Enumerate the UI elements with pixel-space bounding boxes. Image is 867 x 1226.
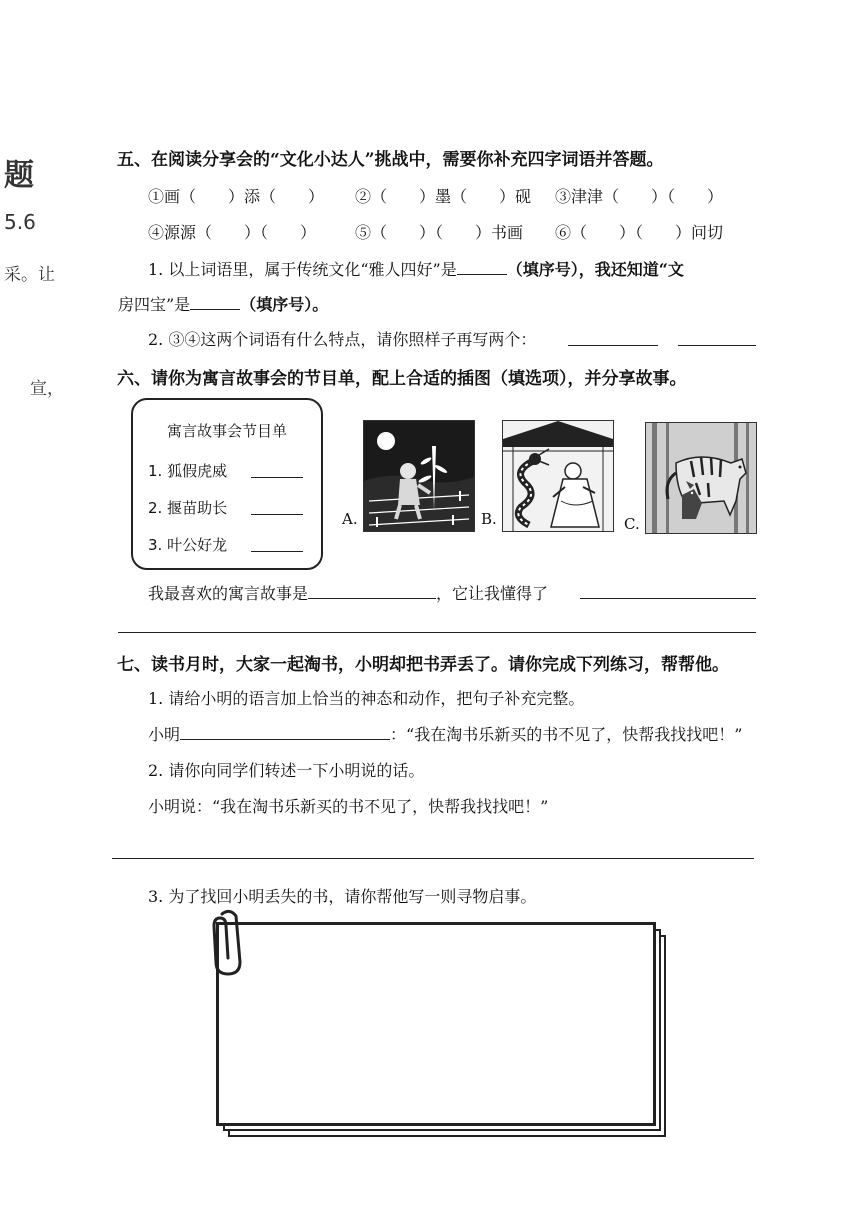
farmer-pulling-seedlings-picture [363,420,475,532]
idiom-item: ⑤（ ）（ ）书画 [355,223,524,242]
ye-gong-and-dragon-picture [502,420,614,532]
answer-line[interactable] [251,514,303,515]
section6-heading: 六、请你为寓言故事会的节目单，配上合适的插图（填选项），并分享故事。 [117,369,687,389]
idiom-item: ④源源（ ）（ ） [148,223,317,242]
answer-line[interactable] [118,632,756,633]
section7-question-3: 3. 为了找回小明丢失的书，请你帮他写一则寻物启事。 [148,887,537,906]
program-item: 1. 狐假虎威 [148,462,228,480]
idiom-item: ①画（ ）添（ ） [148,187,325,206]
section5-question-2: 2. ③④这两个词语有什么特点，请你照样子再写两个： [148,330,537,349]
edge-number-fragment: 5.6 [4,210,36,234]
picture-label: B. [481,510,497,528]
question-text: 1. 以上词语里，属于传统文化“雅人四好”是 [148,260,457,279]
favorite-story-line [148,581,548,604]
edge-text-fragment: 宣， [30,379,64,399]
question-text: （填序号），我还知道“文 [506,260,684,279]
answer-line[interactable] [580,598,756,599]
program-list-box [131,398,323,570]
picture-label: A. [342,510,358,528]
program-item: 3. 叶公好龙 [148,536,228,554]
answer-blank[interactable] [180,738,390,740]
question-text: 我最喜欢的寓言故事是 [148,584,309,603]
answer-blank[interactable] [190,308,240,310]
question-text: ：“我在淘书乐新买的书不见了，快帮我找找吧！” [390,725,743,744]
question-text: 小明 [148,725,181,744]
section5-question-1-continued [118,292,328,315]
question-text: ，它让我懂得了 [436,584,549,603]
section7-question-1: 1. 请给小明的语言加上恰当的神态和动作，把句子补充完整。 [148,689,585,708]
answer-blank[interactable] [308,597,436,599]
section5-question-1 [148,257,684,280]
idiom-item: ③津津（ ）（ ） [555,187,724,206]
edge-title-fragment: 题 [4,158,34,193]
answer-line[interactable] [112,858,754,859]
answer-line[interactable] [568,345,658,346]
answer-line[interactable] [251,477,303,478]
question-text: 房四宝”是 [118,295,191,314]
xiaoming-quote-line [148,722,742,745]
answer-line[interactable] [678,345,756,346]
picture-label: C. [624,515,640,533]
program-list-title: 寓言故事会节目单 [166,422,287,440]
section7-heading: 七、读书月时，大家一起淘书，小明却把书弄丢了。请你完成下列练习，帮帮他。 [117,655,729,675]
fox-and-tiger-picture [645,422,757,534]
question-text: （填序号）。 [240,295,329,314]
edge-text-fragment: 采。让 [4,265,55,285]
xiaoming-original-quote: 小明说：“我在淘书乐新买的书不见了，快帮我找找吧！” [148,797,549,816]
idiom-item: ⑥（ ）（ ）问切 [555,223,724,242]
program-item: 2. 揠苗助长 [148,499,228,517]
idiom-item: ②（ ）墨（ ）砚 [355,187,532,206]
section5-heading: 五、在阅读分享会的“文化小达人”挑战中，需要你补充四字词语并答题。 [117,150,664,170]
answer-blank[interactable] [457,273,507,275]
answer-line[interactable] [251,551,303,552]
lost-item-notice-box[interactable] [216,922,656,1126]
paperclip-icon [200,906,250,978]
section7-question-2: 2. 请你向同学们转述一下小明说的话。 [148,761,425,780]
